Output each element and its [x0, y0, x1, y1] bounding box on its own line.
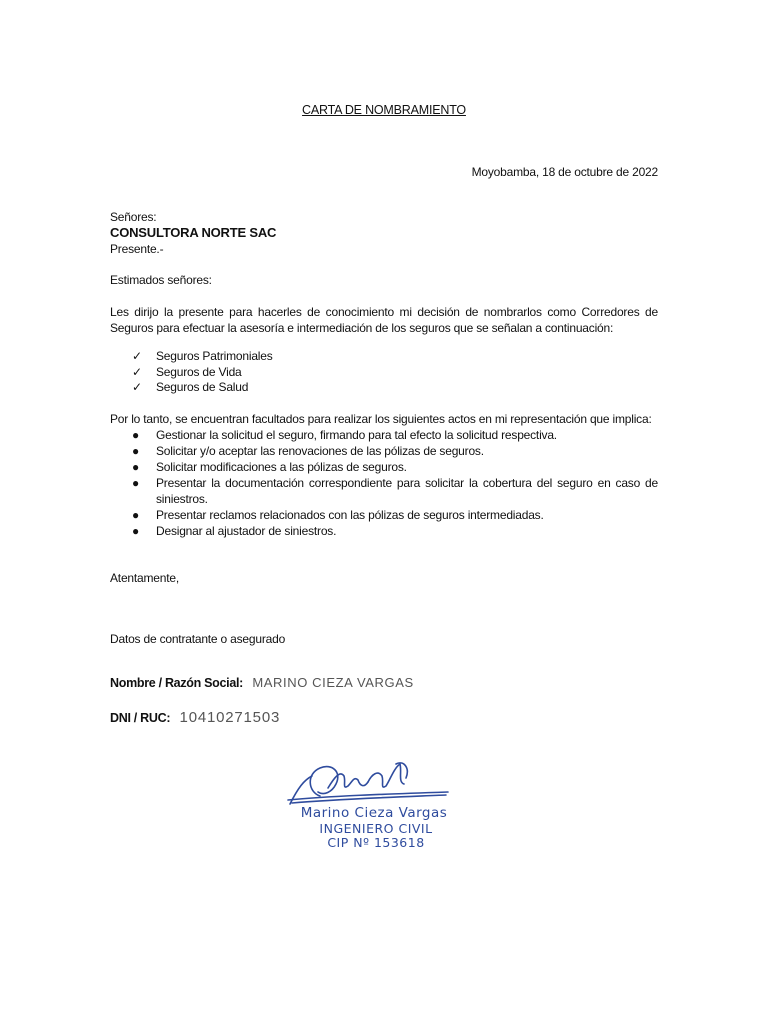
- acts-list: [132, 427, 658, 539]
- bullet-icon: ●: [132, 444, 140, 458]
- stamp-profession: INGENIERO CIVIL: [319, 821, 433, 836]
- list-item: [132, 364, 652, 380]
- name-field: [110, 675, 414, 691]
- dni-field: [110, 710, 280, 726]
- list-item: [132, 523, 658, 539]
- bullet-icon: ●: [132, 476, 140, 490]
- insurance-type-label: Seguros de Vida: [156, 364, 242, 379]
- act-text: Presentar la documentación correspondiente para solicitar la cobertura del seguro en caso de siniestros.: [156, 476, 658, 506]
- document-title: CARTA DE NOMBRAMIENTO: [302, 103, 466, 117]
- stamp-name: Marino Cieza Vargas: [300, 805, 448, 821]
- dni-value: 10410271503: [179, 709, 281, 726]
- recipient-block: [110, 209, 658, 257]
- salutation: Señores:: [110, 210, 157, 224]
- list-item: [132, 475, 658, 507]
- act-text: Solicitar y/o aceptar las renovaciones de las pólizas de seguros.: [156, 444, 484, 458]
- greeting: Estimados señores:: [110, 273, 212, 287]
- intro-paragraph: Les dirijo la presente para hacerles de conocimiento mi decisión de nombrarlos como Corredores de Seguros para efectuar la asesoría e intermediación de los seguros que se señalan a continuación:: [110, 305, 658, 335]
- act-text: Designar al ajustador de siniestros.: [156, 524, 337, 538]
- list-item: [132, 507, 658, 523]
- contract-data-label: Datos de contratante o asegurado: [110, 632, 286, 646]
- insurance-type-label: Seguros Patrimoniales: [156, 349, 273, 363]
- company-name: CONSULTORA NORTE SAC: [110, 225, 277, 240]
- list-item: [132, 348, 652, 364]
- checkmark-icon: ✓: [132, 349, 142, 363]
- place-date: Moyobamba, 18 de octubre de 2022: [471, 165, 658, 179]
- list-item: [132, 443, 658, 459]
- dni-label: DNI / RUC:: [110, 711, 171, 725]
- bullet-icon: ●: [132, 428, 140, 442]
- checkmark-icon: ✓: [132, 364, 142, 379]
- insurance-type-list: [132, 348, 652, 395]
- list-item: [132, 459, 658, 475]
- signature-icon: [268, 752, 468, 812]
- act-text: Presentar reclamos relacionados con las pólizas de seguros intermediadas.: [156, 508, 544, 522]
- acts-intro: Por lo tanto, se encuentran facultados para realizar los siguientes actos en mi representación que implica:: [110, 412, 652, 426]
- insurance-type-label: Seguros de Salud: [156, 380, 249, 394]
- act-text: Gestionar la solicitud el seguro, firmando para tal efecto la solicitud respectiva.: [156, 428, 557, 442]
- list-item: [132, 427, 658, 443]
- name-value: MARINO CIEZA VARGAS: [252, 675, 414, 690]
- name-label: Nombre / Razón Social:: [110, 676, 244, 690]
- list-item: [132, 379, 652, 395]
- stamp-cip: CIP Nº 153618: [327, 835, 425, 850]
- checkmark-icon: ✓: [132, 380, 142, 394]
- act-text: Solicitar modificaciones a las pólizas de seguros.: [156, 460, 407, 474]
- bullet-icon: ●: [132, 524, 140, 538]
- closing: Atentamente,: [110, 571, 179, 585]
- presente-text: Presente.-: [110, 242, 164, 256]
- bullet-icon: ●: [132, 460, 140, 474]
- bullet-icon: ●: [132, 508, 140, 522]
- signature-stamp: [268, 752, 468, 856]
